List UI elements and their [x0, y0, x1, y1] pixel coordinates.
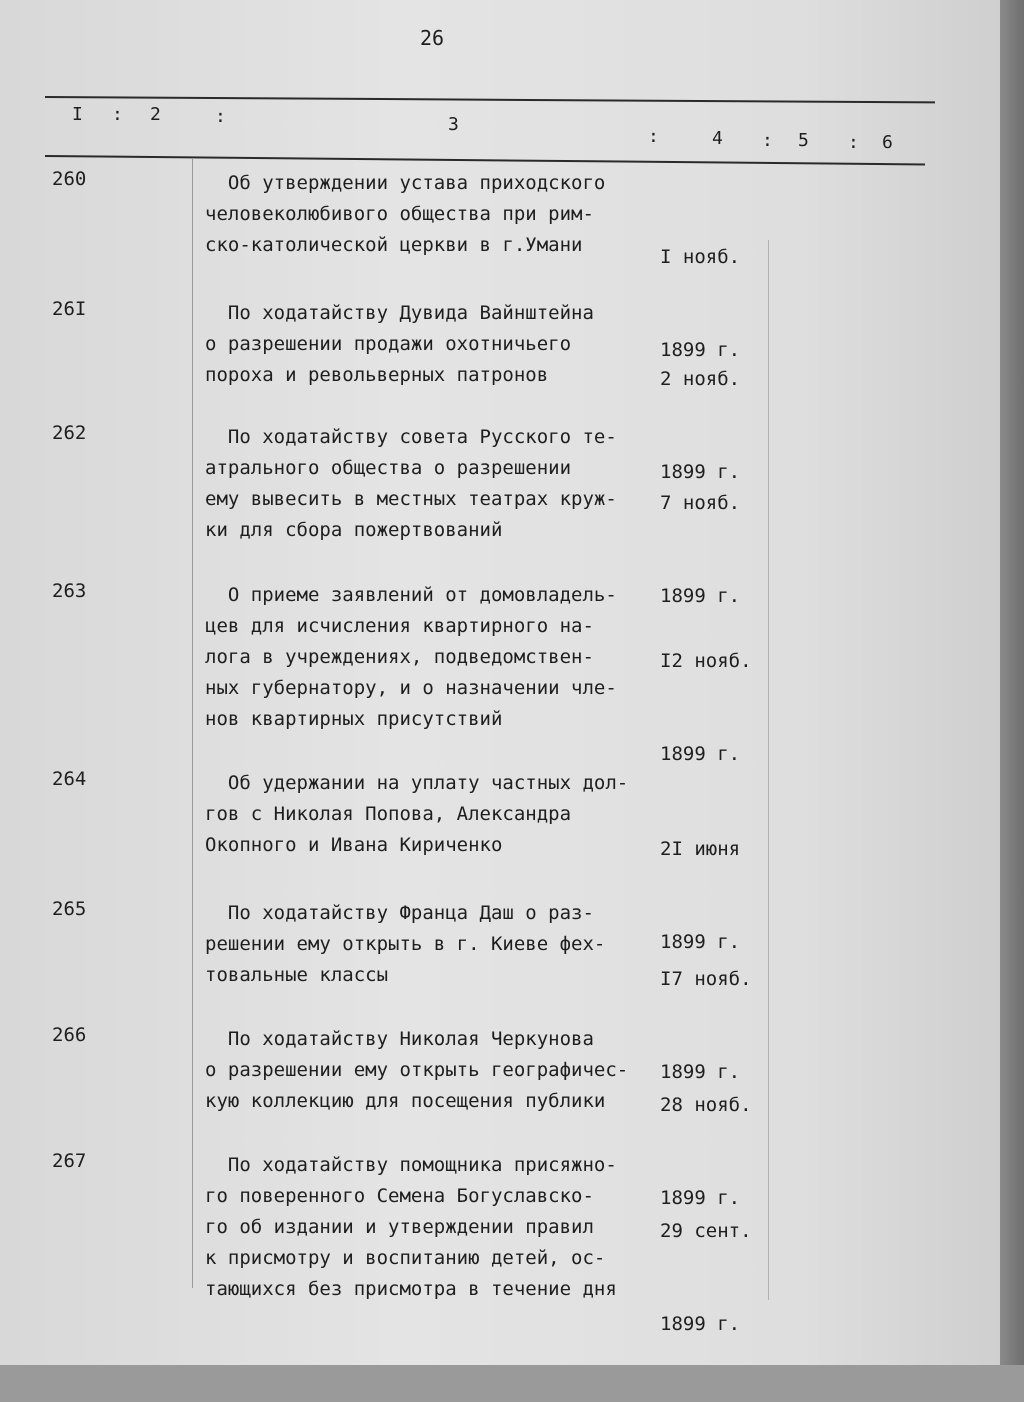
date-year: 1899 г.: [660, 461, 741, 483]
description-line: цев для исчисления квартирного на-: [205, 615, 594, 637]
description-line: пороха и револьверных патронов: [205, 364, 549, 386]
date-year: 1899 г.: [660, 743, 741, 765]
description-line: По ходатайству Николая Черкунова: [205, 1028, 594, 1050]
date-day: 2 нояб.: [660, 368, 741, 390]
date-year: 1899 г.: [660, 931, 741, 953]
description-line: Об утверждении устава приходского: [205, 172, 606, 194]
description-line: По ходатайству Дувида Вайнштейна: [205, 302, 594, 324]
header-bottom-rule: [45, 155, 925, 165]
entry-number: 265: [52, 898, 87, 920]
column-separator: :: [848, 132, 859, 153]
description-line: гов с Николая Попова, Александра: [205, 803, 572, 825]
description-line: атрального общества о разрешении: [205, 457, 572, 479]
description-line: решении ему открыть в г. Киеве фех-: [205, 933, 606, 955]
description-line: ки для сбора пожертвований: [205, 519, 503, 541]
entry-number: 26I: [52, 298, 87, 320]
entry-description: [205, 298, 655, 391]
column-separator: :: [112, 104, 123, 125]
description-line: го поверенного Семена Богуславско-: [205, 1185, 594, 1207]
column-header-4: 4: [712, 128, 723, 149]
date-day: I2 нояб.: [660, 650, 752, 672]
column-header-3: 3: [448, 114, 459, 135]
date-day: 2I июня: [660, 838, 741, 860]
column-header-6: 6: [882, 132, 893, 153]
entry-number: 264: [52, 768, 87, 790]
entry-description: [205, 168, 655, 261]
description-line: нов квартирных присутствий: [205, 708, 503, 730]
description-line: товальные классы: [205, 964, 389, 986]
header-top-rule: [45, 96, 935, 103]
entry-description: [205, 1024, 655, 1117]
column-separator: :: [215, 106, 226, 127]
date-year: 1899 г.: [660, 1313, 741, 1335]
column-divider-right: [768, 240, 769, 1300]
column-header-1: I: [72, 104, 83, 125]
date-day: 28 нояб.: [660, 1094, 752, 1116]
description-line: о разрешении ему открыть географичес-: [205, 1059, 629, 1081]
description-line: го об издании и утверждении правил: [205, 1216, 594, 1238]
description-line: ему вывесить в местных театрах круж-: [205, 488, 617, 510]
entry-description: [205, 768, 655, 861]
background-edge: [1000, 0, 1024, 1365]
date-year: 1899 г.: [660, 1187, 741, 1209]
column-separator: :: [648, 126, 659, 147]
column-header-5: 5: [798, 130, 809, 151]
entry-number: 260: [52, 168, 87, 190]
description-line: к присмотру и воспитанию детей, ос-: [205, 1247, 606, 1269]
page-number: 26: [420, 26, 445, 50]
entry-description: [205, 898, 655, 991]
description-line: По ходатайству помощника присяжно-: [205, 1154, 617, 1176]
entry-description: [205, 580, 655, 735]
description-line: ных губернатору, и о назначении чле-: [205, 677, 617, 699]
description-line: о разрешении продажи охотничьего: [205, 333, 572, 355]
entry-number: 262: [52, 422, 87, 444]
date-day: 29 сент.: [660, 1220, 752, 1242]
entry-description: [205, 422, 655, 546]
description-line: По ходатайству Франца Даш о раз-: [205, 902, 594, 924]
description-line: человеколюбивого общества при рим-: [205, 203, 594, 225]
date-year: 1899 г.: [660, 585, 741, 607]
description-line: Окопного и Ивана Кириченко: [205, 834, 503, 856]
column-divider-left: [192, 158, 193, 1288]
column-separator: :: [762, 130, 773, 151]
entry-description: [205, 1150, 655, 1305]
description-line: По ходатайству совета Русского те-: [205, 426, 617, 448]
description-line: О приеме заявлений от домовладель-: [205, 584, 617, 606]
date-year: 1899 г.: [660, 339, 741, 361]
column-header-2: 2: [150, 104, 161, 125]
entry-number: 267: [52, 1150, 87, 1172]
date-day: I7 нояб.: [660, 968, 752, 990]
description-line: Об удержании на уплату частных дол-: [205, 772, 629, 794]
description-line: ско-католической церкви в г.Умани: [205, 234, 583, 256]
date-year: 1899 г.: [660, 1061, 741, 1083]
description-line: лога в учреждениях, подведомствен-: [205, 646, 594, 668]
date-day: I нояб.: [660, 246, 741, 268]
description-line: кую коллекцию для посещения публики: [205, 1090, 606, 1112]
entry-number: 263: [52, 580, 87, 602]
entry-number: 266: [52, 1024, 87, 1046]
date-day: 7 нояб.: [660, 492, 741, 514]
description-line: тающихся без присмотра в течение дня: [205, 1278, 617, 1300]
